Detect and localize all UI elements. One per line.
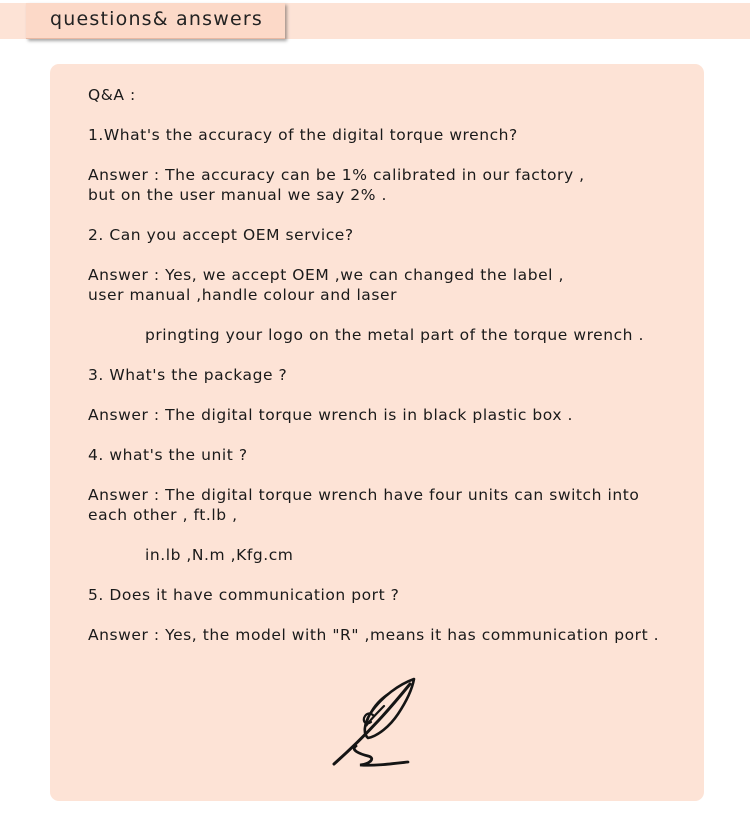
section-title: questions& answers — [50, 8, 263, 30]
answer-4-line-2: each other , ft.lb , — [88, 506, 238, 524]
answer-1-line-2: but on the user manual we say 2% . — [88, 186, 387, 204]
question-3: 3. What's the package ? — [88, 366, 288, 384]
answer-4-line-3: in.lb ,N.m ,Kfg.cm — [145, 546, 294, 564]
answer-2-line-2: user manual ,handle colour and laser — [88, 286, 397, 304]
answer-2-line-1: Answer : Yes, we accept OEM ,we can changed the label , — [88, 266, 564, 284]
question-5: 5. Does it have communication port ? — [88, 586, 400, 604]
qa-heading: Q&A : — [88, 86, 136, 104]
question-1: 1.What's the accuracy of the digital torque wrench? — [88, 126, 518, 144]
answer-5: Answer : Yes, the model with "R" ,means it has communication port . — [88, 626, 660, 644]
question-2: 2. Can you accept OEM service? — [88, 226, 354, 244]
answer-2-line-3: pringting your logo on the metal part of the torque wrench . — [145, 326, 645, 344]
quill-pen-icon — [330, 676, 420, 768]
answer-1-line-1: Answer : The accuracy can be 1% calibrated in our factory , — [88, 166, 585, 184]
question-4: 4. what's the unit ? — [88, 446, 248, 464]
answer-4-line-1: Answer : The digital torque wrench have four units can switch into — [88, 486, 640, 504]
answer-3: Answer : The digital torque wrench is in black plastic box . — [88, 406, 574, 424]
